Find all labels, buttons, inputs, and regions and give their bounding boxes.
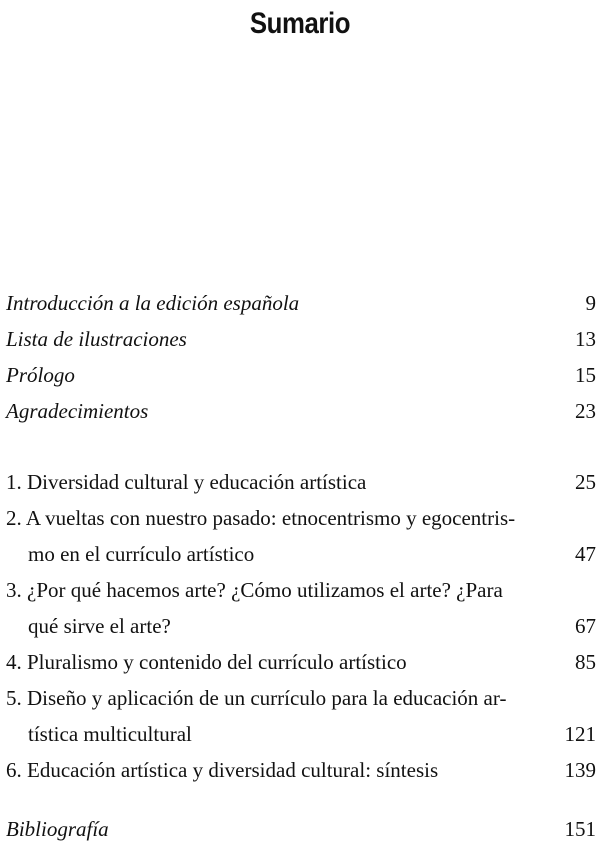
toc-chapter-title: 1. Diversidad cultural y educación artística xyxy=(6,470,367,494)
toc-entry-page: 13 xyxy=(575,327,596,351)
toc-chapter-page: 121 xyxy=(564,722,596,746)
toc-entry-page: 9 xyxy=(585,291,596,315)
toc-entry-page: 23 xyxy=(575,399,596,423)
toc-entry-label: Lista de ilustraciones xyxy=(6,327,187,351)
toc-chapter-page: 47 xyxy=(575,542,596,566)
toc-chapter-title: 6. Educación artística y diversidad cultural: síntesis xyxy=(6,758,439,782)
toc-chapter-page: 25 xyxy=(575,470,596,494)
toc-entry-introduccion[interactable] xyxy=(6,285,596,321)
toc-entry-agradecimientos[interactable] xyxy=(6,393,596,429)
toc-entry-label: Prólogo xyxy=(6,363,75,387)
toc-chapter-6[interactable] xyxy=(6,752,596,788)
toc-chapter-4[interactable] xyxy=(6,644,596,680)
toc-chapter-5[interactable] xyxy=(6,680,596,716)
page-title: Sumario xyxy=(249,7,351,40)
toc-chapter-page: 85 xyxy=(575,650,596,674)
toc-chapter-2[interactable] xyxy=(6,500,596,536)
toc-chapter-5-continuation[interactable] xyxy=(6,716,596,752)
toc-entry-label: Agradecimientos xyxy=(6,399,149,423)
toc-entry-label: Introducción a la edición española xyxy=(6,291,300,315)
toc-chapter-2-continuation[interactable] xyxy=(6,536,596,572)
toc-chapter-title: 3. ¿Por qué hacemos arte? ¿Cómo utilizamos el arte? ¿Para xyxy=(6,578,503,602)
toc-entry-label: Bibliografía xyxy=(6,817,109,841)
toc-chapter-title-continued: qué sirve el arte? xyxy=(28,614,171,638)
toc-entry-prologo[interactable] xyxy=(6,357,596,393)
toc-chapter-page: 139 xyxy=(564,758,596,782)
toc-entry-lista-ilustraciones[interactable] xyxy=(6,321,596,357)
toc-entry-page: 15 xyxy=(575,363,596,387)
toc-chapter-title: 4. Pluralismo y contenido del currículo artístico xyxy=(6,650,407,674)
toc-chapter-page: 67 xyxy=(575,614,596,638)
toc-chapter-title-continued: tística multicultural xyxy=(28,722,192,746)
toc-chapter-1[interactable] xyxy=(6,464,596,500)
toc-chapter-title: 2. A vueltas con nuestro pasado: etnocentrismo y egocentris- xyxy=(6,506,516,530)
toc-chapter-3[interactable] xyxy=(6,572,596,608)
toc-entry-page: 151 xyxy=(564,817,596,841)
toc-chapter-3-continuation[interactable] xyxy=(6,608,596,644)
toc-entry-bibliografia[interactable] xyxy=(6,811,596,847)
toc-chapter-title-continued: mo en el currículo artístico xyxy=(28,542,255,566)
toc-chapter-title: 5. Diseño y aplicación de un currículo para la educación ar- xyxy=(6,686,507,710)
